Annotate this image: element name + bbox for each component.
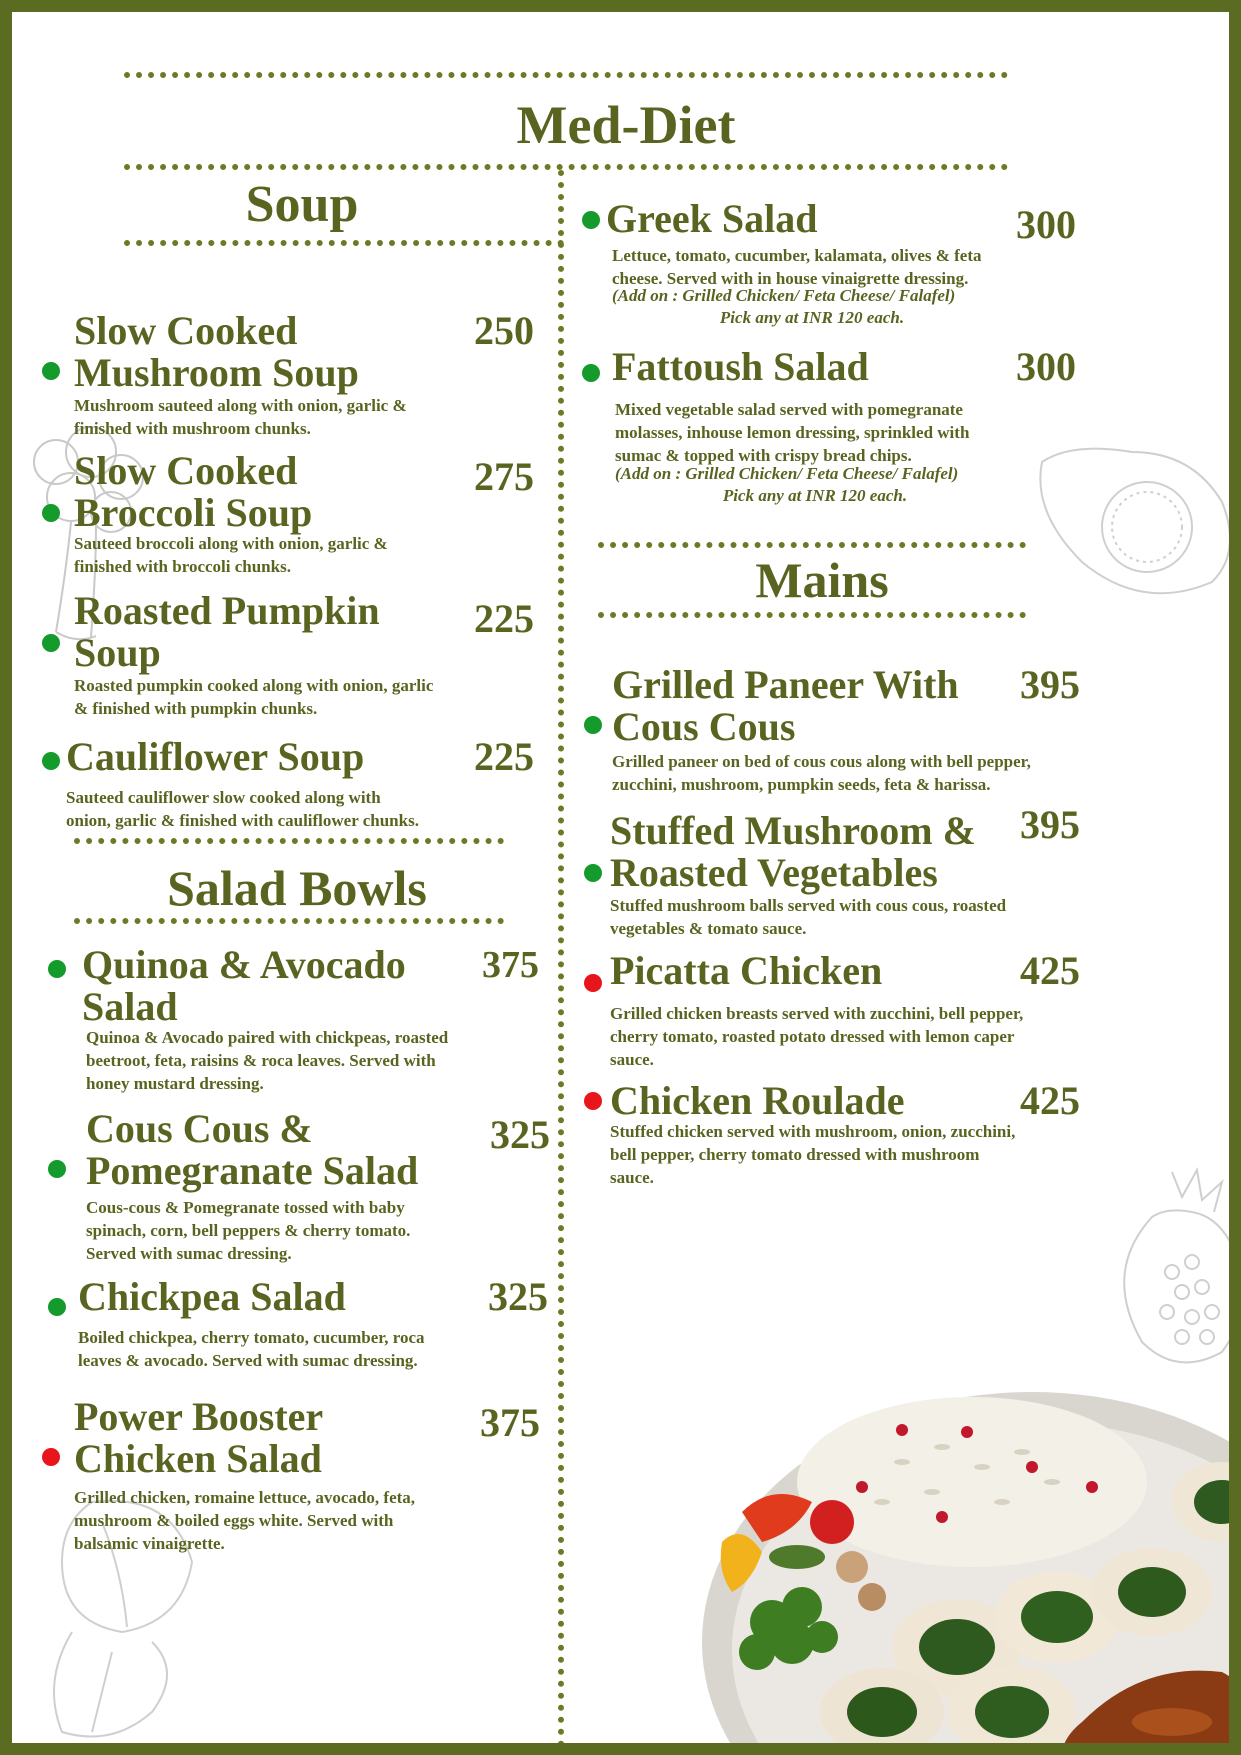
soup-heading-rule (124, 240, 564, 246)
veg-indicator-icon (584, 716, 602, 734)
item-name: Stuffed Mushroom & Roasted Vegetables (610, 808, 976, 895)
item-price: 395 (1020, 802, 1080, 847)
veg-indicator-icon (42, 634, 60, 652)
item-description: Cous-cous & Pomegranate tossed with baby spinach, corn, bell peppers & cherry tomato. Served with sumac dressing. (86, 1198, 411, 1263)
mains-heading-top-rule (598, 542, 1026, 548)
salad-heading-top-rule (74, 838, 504, 844)
nonveg-indicator-icon (584, 974, 602, 992)
item-name: Slow Cooked Mushroom Soup (74, 308, 359, 395)
item-name: Chickpea Salad (78, 1274, 346, 1319)
item-addon-price: Pick any at INR 120 each. (719, 308, 905, 327)
menu-item-cauliflower-soup (66, 736, 544, 836)
pomegranate-sketch-icon (1112, 1162, 1241, 1377)
mains-heading-bottom-rule (598, 612, 1026, 618)
veg-indicator-icon (42, 504, 60, 522)
item-price: 425 (1020, 948, 1080, 993)
item-price: 225 (474, 734, 534, 779)
item-name: Grilled Paneer With Cous Cous (612, 662, 959, 749)
item-name: Cous Cous & Pomegranate Salad (86, 1106, 419, 1193)
menu-item-picatta-chicken (610, 950, 1092, 1080)
item-price: 225 (474, 596, 534, 641)
item-price: 395 (1020, 662, 1080, 707)
header-bottom-rule (124, 164, 1008, 170)
mains-heading: Mains (755, 552, 889, 608)
menu-item-broccoli-soup (74, 450, 544, 580)
item-description: Quinoa & Avocado paired with chickpeas, roasted beetroot, feta, raisins & roca leaves. Served with honey mustard dressing. (86, 1028, 449, 1093)
item-price: 375 (480, 1400, 540, 1445)
veg-indicator-icon (42, 752, 60, 770)
veg-indicator-icon (584, 864, 602, 882)
soup-heading: Soup (245, 176, 359, 233)
item-description: Sauteed cauliflower slow cooked along with onion, garlic & finished with cauliflower chunks. (66, 788, 419, 830)
item-name: Fattoush Salad (612, 344, 869, 389)
veg-indicator-icon (582, 364, 600, 382)
item-name: Greek Salad (606, 196, 818, 241)
item-addon: (Add on : Grilled Chicken/ Feta Cheese/ Falafel) (612, 286, 956, 305)
item-name: Power Booster Chicken Salad (74, 1394, 324, 1481)
item-description: Roasted pumpkin cooked along with onion, garlic & finished with pumpkin chunks. (74, 676, 434, 718)
menu-item-stuffed-mushroom (610, 802, 1092, 940)
item-description: Grilled chicken breasts served with zucchini, bell pepper, cherry tomato, roasted potato dressed with lemon caper sauce. (610, 1004, 1024, 1069)
item-addon-price: Pick any at INR 120 each. (722, 486, 908, 505)
item-price: 300 (1016, 344, 1076, 389)
column-divider (558, 170, 564, 1755)
item-price: 425 (1020, 1078, 1080, 1123)
item-description: Mixed vegetable salad served with pomegranate molasses, inhouse lemon dressing, sprinkled with sumac & topped with crispy bread chips. (615, 400, 970, 465)
chicken-roulade-plate-icon (702, 1392, 1241, 1755)
item-name: Cauliflower Soup (66, 734, 365, 779)
veg-indicator-icon (48, 960, 66, 978)
veg-indicator-icon (582, 211, 600, 229)
item-description: Lettuce, tomato, cucumber, kalamata, olives & feta cheese. Served with in house vinaigrette dressing. (612, 246, 982, 288)
item-price: 375 (482, 944, 539, 986)
item-name: Slow Cooked Broccoli Soup (74, 448, 313, 535)
item-description: Boiled chickpea, cherry tomato, cucumber, roca leaves & avocado. Served with sumac dressing. (78, 1328, 425, 1370)
menu-item-chicken-roulade (610, 1080, 1092, 1190)
nonveg-indicator-icon (584, 1092, 602, 1110)
item-price: 325 (490, 1112, 550, 1157)
menu-item-mushroom-soup (74, 310, 544, 440)
item-addon: (Add on : Grilled Chicken/ Feta Cheese/ Falafel) (615, 464, 959, 483)
menu-item-greek-salad (606, 198, 1086, 328)
veg-indicator-icon (48, 1298, 66, 1316)
item-description: Grilled paneer on bed of cous cous along with bell pepper, zucchini, mushroom, pumpkin seeds, feta & harissa. (612, 752, 1031, 794)
item-price: 300 (1016, 202, 1076, 247)
menu-item-power-salad (74, 1396, 550, 1556)
item-price: 275 (474, 454, 534, 499)
item-price: 325 (488, 1274, 548, 1319)
item-name: Picatta Chicken (610, 948, 883, 993)
veg-indicator-icon (48, 1160, 66, 1178)
item-name: Chicken Roulade (610, 1078, 905, 1123)
nonveg-indicator-icon (42, 1448, 60, 1466)
item-price: 250 (474, 308, 534, 353)
veg-indicator-icon (42, 362, 60, 380)
item-description: Stuffed chicken served with mushroom, onion, zucchini, bell pepper, cherry tomato dressed with mushroom sauce. (610, 1122, 1016, 1187)
item-description: Mushroom sauteed along with onion, garlic & finished with mushroom chunks. (74, 396, 407, 438)
menu-item-grilled-paneer (612, 664, 1092, 794)
food-plate-image (702, 1392, 1241, 1755)
item-description: Sauteed broccoli along with onion, garlic & finished with broccoli chunks. (74, 534, 388, 576)
menu-item-quinoa-salad (82, 944, 552, 1094)
salad-bowls-heading: Salad Bowls (167, 860, 427, 916)
menu-item-couscous-salad (86, 1108, 556, 1268)
menu-item-pumpkin-soup (74, 590, 544, 720)
page-title: Med-Diet (516, 95, 736, 155)
item-name: Quinoa & Avocado Salad (82, 942, 406, 1029)
item-description: Grilled chicken, romaine lettuce, avocado, feta, mushroom & boiled eggs white. Served with balsamic vinaigrette. (74, 1488, 416, 1553)
salad-heading-bottom-rule (74, 918, 504, 924)
item-description: Stuffed mushroom balls served with cous cous, roasted vegetables & tomato sauce. (610, 896, 1007, 938)
header-top-rule (124, 72, 1008, 78)
menu-item-chickpea-salad (78, 1276, 554, 1376)
item-name: Roasted Pumpkin Soup (74, 588, 380, 675)
menu-item-fattoush-salad (612, 346, 1092, 506)
